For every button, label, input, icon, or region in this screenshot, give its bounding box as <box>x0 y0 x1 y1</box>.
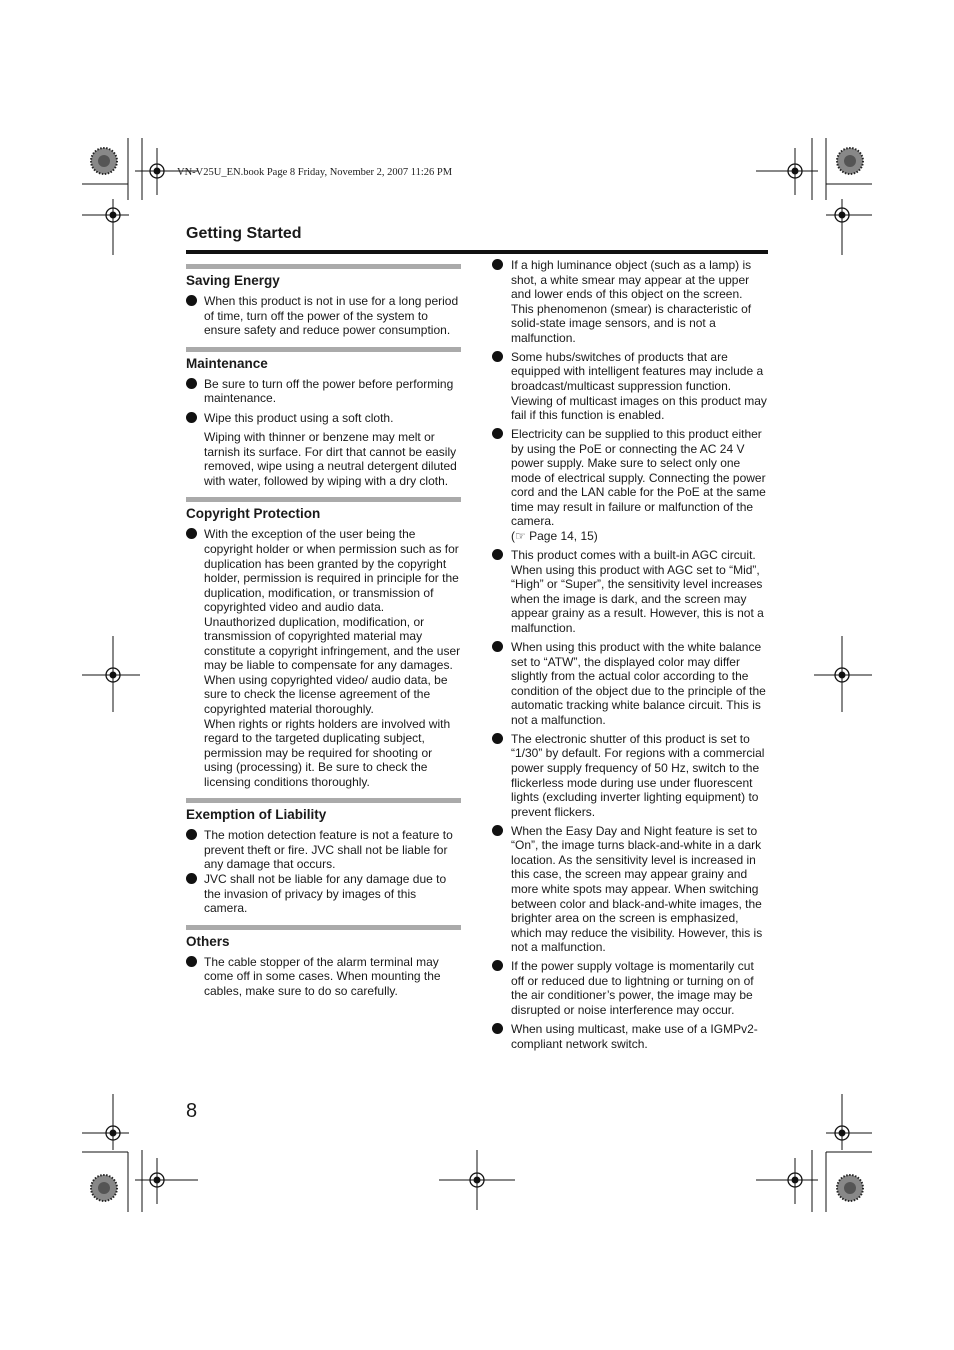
bullet-icon <box>186 829 197 840</box>
bullet-icon <box>492 549 503 560</box>
bullet-icon <box>186 528 197 539</box>
bullet-text: The electronic shutter of this product is set to “1/30” by default. For regions with a commercial power supply frequency of 50 Hz, switch to the flickerless mode during use under fluorescent lights (excluding inverter lighting equipment) to prevent flickers. <box>511 731 765 819</box>
note-paragraph: Wiping with thinner or benzene may melt or tarnish its surface. For dirt that cannot be easily removed, wipe using a neutral detergent diluted with water, followed by wiping with a dry cloth. <box>204 430 457 488</box>
bullet-text: Be sure to turn off the power before performing maintenance. <box>204 376 454 406</box>
bullet-item <box>186 377 461 406</box>
starburst-mark-icon <box>91 1175 117 1201</box>
bullet-item <box>186 872 461 916</box>
bullet-icon <box>492 825 503 836</box>
bullet-icon <box>492 428 503 439</box>
bullet-item <box>492 1022 768 1051</box>
bullet-item <box>492 640 768 727</box>
title-rule <box>186 250 768 254</box>
bullet-icon <box>186 873 197 884</box>
page-reference: (☞ Page 14, 15) <box>511 529 598 544</box>
bullet-item <box>492 350 768 423</box>
bullet-icon <box>492 351 503 362</box>
left-column <box>186 264 461 1007</box>
bullet-icon <box>186 412 197 423</box>
registration-mark-icon <box>97 659 129 691</box>
bullet-text: When using this product with the white balance set to “ATW”, the displayed color may differ slightly from the actual color according to the condition of the object due to the principle of the automatic tracking white balance circuit. This is not a malfunction. <box>511 640 766 727</box>
section-divider <box>186 798 461 803</box>
registration-mark-icon <box>779 1164 811 1196</box>
bullet-text: If the power supply voltage is momentarily cut off or reduced due to lightning or turning on of the air conditioner’s power, the image may be disrupted or noise interference may occur. <box>511 959 754 1017</box>
bullet-item <box>186 955 461 999</box>
bullet-text: When the Easy Day and Night feature is set to “On”, the image turns black-and-white in a dark location. As the sensitivity level is increased in this case, the screen may appear grainy and more white spots may appear. When switching between color and black-and-white images, the brighter area on the screen is emphasized, which may reduce the visibility. However, this is not a malfunction. <box>511 823 763 955</box>
bullet-icon <box>492 641 503 652</box>
bullet-icon <box>492 259 503 270</box>
registration-mark-icon <box>826 199 858 231</box>
section-maintenance <box>186 347 461 489</box>
bullet-continuation: When rights or rights holders are involved with regard to the targeted duplicating subject, permission may be required for shooting or using (processing) it. Be sure to check the licensing conditions thoroughly. <box>204 716 451 789</box>
bullet-icon <box>186 956 197 967</box>
registration-mark-icon <box>141 1164 173 1196</box>
bullet-item <box>492 548 768 635</box>
bullet-item <box>492 258 768 345</box>
registration-mark-icon <box>97 1117 129 1149</box>
registration-mark-icon <box>826 659 858 691</box>
bullet-text: Wipe this product using a soft cloth. <box>204 410 394 425</box>
bullet-text: When this product is not in use for a long period of time, turn off the power of the system to ensure safety and reduce power consumption. <box>204 294 459 338</box>
bullet-text: The cable stopper of the alarm terminal may come off in some cases. When mounting the cables, make sure to do so carefully. <box>204 954 441 998</box>
section-saving-energy <box>186 264 461 338</box>
bullet-text: The motion detection feature is not a feature to prevent theft or fire. JVC shall not be liable for any damage that occurs. <box>204 828 453 872</box>
section-title: Exemption of Liability <box>186 807 327 823</box>
section-title: Maintenance <box>186 355 268 371</box>
bullet-item <box>186 828 461 872</box>
bullet-text: With the exception of the user being the copyright holder or when permission such as for duplication has been granted by the copyright holder, permission is required in principle for the duplication, modification, or transmission of copyrighted video and audio data. <box>204 527 459 615</box>
bullet-continuation: Unauthorized duplication, modification, or transmission of copyrighted material may constitute a copyright infringement, and the user may be liable to compensate for any damages. When using copyrighted video/ audio data, be sure to check the license agreement of the copyrighted material thoroughly. <box>204 614 461 717</box>
bullet-text: If a high luminance object (such as a lamp) is shot, a white smear may appear at the upper and lower ends of this object on the screen. This phenomenon (smear) is characteristic of solid-state image sensors, and is not a malfunction. <box>511 258 752 345</box>
section-others <box>186 925 461 999</box>
bullet-icon <box>186 378 197 389</box>
registration-mark-icon <box>97 199 129 231</box>
bullet-item <box>186 527 461 614</box>
section-divider <box>186 925 461 930</box>
bullet-item <box>492 427 768 543</box>
bullet-item <box>492 824 768 955</box>
bullet-text: Electricity can be supplied to this product either by using the PoE or connecting the AC 24 V power supply. Make sure to select only one mode of electrical supply. Connecting the power cord and the LAN cable for the PoE at the same time may result in failure or malfunction of the camera. <box>511 427 766 529</box>
bullet-text: This product comes with a built-in AGC circuit. When using this product with AGC set to “Mid”, “High” or “Super”, the sensitivity level increases when the image is dark, and the screen may appear grainy as a result. However, this is not a malfunction. <box>511 548 764 635</box>
bullet-item <box>186 294 461 338</box>
registration-mark-icon <box>779 155 811 187</box>
bullet-icon <box>186 295 197 306</box>
registration-mark-icon <box>461 1164 493 1196</box>
right-column <box>492 258 768 1056</box>
bullet-item <box>186 411 461 426</box>
bullet-icon <box>492 733 503 744</box>
bullet-text: When using multicast, make use of a IGMPv2-compliant network switch. <box>511 1022 758 1051</box>
section-title: Saving Energy <box>186 273 280 288</box>
section-title: Copyright Protection <box>186 506 321 522</box>
section-divider <box>186 264 461 269</box>
registration-mark-icon <box>141 155 173 187</box>
starburst-mark-icon <box>837 148 863 174</box>
starburst-mark-icon <box>91 148 117 174</box>
section-copyright <box>186 497 461 789</box>
registration-mark-icon <box>826 1117 858 1149</box>
bullet-icon <box>492 1023 503 1034</box>
book-header: VN-V25U_EN.book Page 8 Friday, November 2, 2007 11:26 PM <box>177 167 453 178</box>
bullet-text: Some hubs/switches of products that are equipped with intelligent features may include a broadcast/multicast suppression function. Viewing of multicast images on this product may fail if this function is enabled. <box>511 349 767 423</box>
page-title: Getting Started <box>186 225 302 242</box>
bullet-item <box>492 732 768 819</box>
section-divider <box>186 347 461 352</box>
bullet-text: JVC shall not be liable for any damage due to the invasion of privacy by images of this camera. <box>204 871 447 916</box>
starburst-mark-icon <box>837 1175 863 1201</box>
page-number: 8 <box>186 1100 198 1122</box>
bullet-icon <box>492 960 503 971</box>
section-title: Others <box>186 933 230 949</box>
section-divider <box>186 497 461 502</box>
bullet-item <box>492 959 768 1017</box>
section-exemption <box>186 798 461 915</box>
